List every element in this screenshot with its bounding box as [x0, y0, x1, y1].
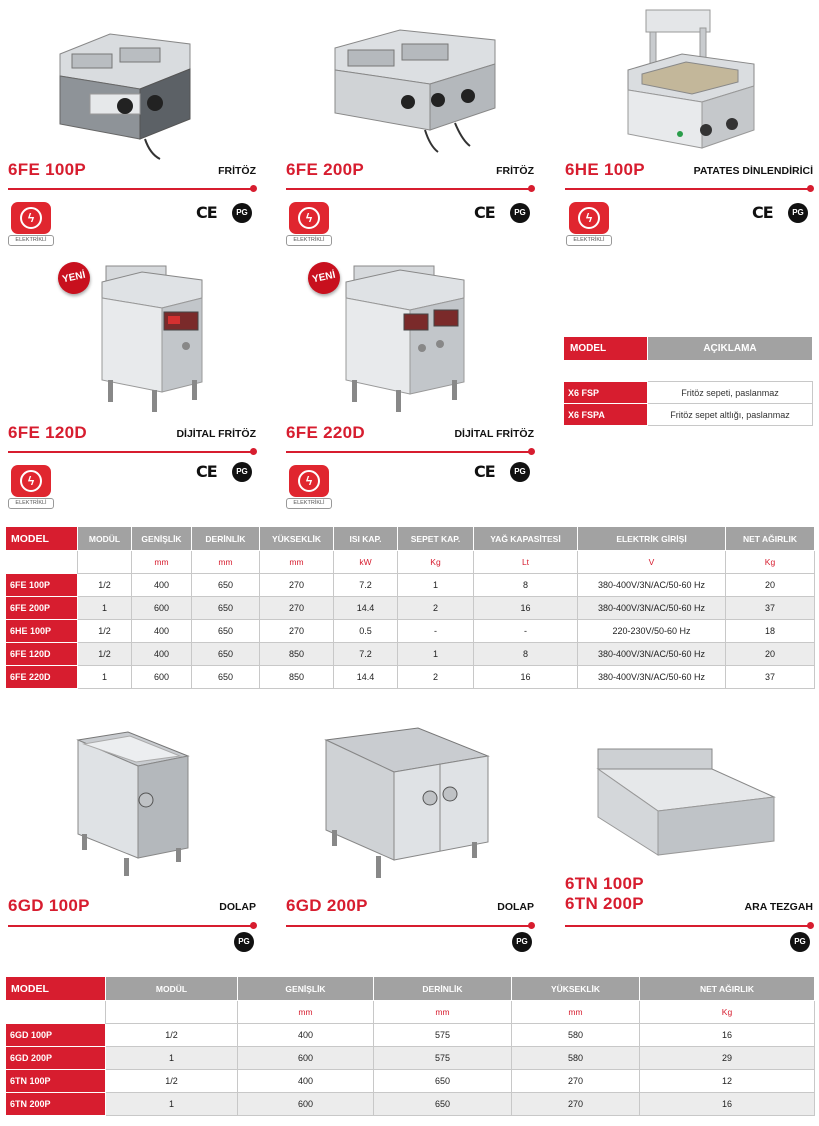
accessory-description: Fritöz sepeti, paslanmaz [648, 382, 813, 404]
gas-certification-icon: PG [510, 462, 530, 482]
accessories-row [564, 382, 813, 404]
bench-6tn-image [592, 745, 778, 865]
electric-badge: ϟ ELEKTRİKLİ [566, 202, 612, 248]
header-module: MODÜL [78, 527, 132, 551]
product-description: FRİTÖZ [218, 165, 256, 177]
accessories-header-description: AÇIKLAMA [648, 337, 813, 361]
electric-badge: ϟ ELEKTRİKLİ [286, 202, 332, 248]
header-heat-capacity: ISI KAP. [334, 527, 398, 551]
table-row: 6HE 100P 1/2 400 650 270 0.5 - - 220-230V/50-60 Hz 18 [6, 620, 815, 643]
product-description: PATATES DİNLENDİRİCİ [693, 165, 813, 177]
gas-certification-icon: PG [232, 203, 252, 223]
lightning-icon: ϟ [20, 207, 42, 229]
product-description: FRİTÖZ [496, 165, 534, 177]
header-module: MODÜL [106, 977, 238, 1001]
chip-scuttle-6he100p-image [622, 6, 762, 158]
product-description: DOLAP [219, 901, 256, 913]
divider-dot [528, 448, 535, 455]
product-description: DOLAP [497, 901, 534, 913]
lightning-icon: ϟ [298, 207, 320, 229]
lightning-icon: ϟ [578, 207, 600, 229]
product-model-line2: 6TN 200P [565, 894, 644, 913]
table-row: 6GD 200P 1 600 575 580 29 [6, 1047, 815, 1070]
ce-mark-icon: CE [474, 203, 495, 222]
header-basket-capacity: SEPET KAP. [398, 527, 474, 551]
ce-mark-icon: CE [752, 203, 773, 222]
ce-mark-icon: CE [474, 462, 495, 481]
header-net-weight: NET AĞIRLIK [640, 977, 815, 1001]
divider-dot [528, 922, 535, 929]
cabinet-spec-table [5, 976, 815, 1116]
product-description: DİJİTAL FRİTÖZ [454, 428, 534, 440]
accessories-header-model: MODEL [564, 337, 648, 361]
product-model: 6FE 100P [8, 160, 87, 179]
gas-certification-icon: PG [790, 932, 810, 952]
header-depth: DERİNLİK [374, 977, 512, 1001]
spec-header-row [6, 527, 815, 551]
header-electric-input: ELEKTRİK GİRİŞİ [578, 527, 726, 551]
gas-certification-icon: PG [232, 462, 252, 482]
divider-dot [528, 185, 535, 192]
divider-dot [807, 922, 814, 929]
spec-unit-row: mm mm mm kW Kg Lt V Kg [6, 551, 815, 574]
product-model-line1: 6TN 100P [565, 874, 644, 893]
divider [565, 925, 813, 927]
divider-dot [250, 922, 257, 929]
gas-certification-icon: PG [788, 203, 808, 223]
lightning-icon: ϟ [20, 470, 42, 492]
cabinet-6gd100p-image [72, 730, 194, 882]
header-width: GENİŞLİK [132, 527, 192, 551]
accessories-spacer-row [564, 361, 813, 382]
product-model: 6HE 100P [565, 160, 645, 179]
table-row: 6FE 200P 1 600 650 270 14.4 2 16 380-400V/3N/AC/50-60 Hz 37 [6, 597, 815, 620]
digital-fryer-6fe220d-image [340, 262, 470, 414]
header-net-weight: NET AĞIRLIK [726, 527, 815, 551]
new-badge: YENİ [305, 259, 343, 297]
electric-badge: ϟ ELEKTRİKLİ [286, 465, 332, 511]
cabinet-6gd200p-image [322, 726, 494, 882]
header-model: MODEL [6, 527, 78, 551]
gas-certification-icon: PG [512, 932, 532, 952]
accessory-model: X6 FSPA [564, 404, 648, 426]
header-height: YÜKSEKLİK [260, 527, 334, 551]
electric-badge: ϟ ELEKTRİKLİ [8, 202, 54, 248]
table-row: 6TN 100P 1/2 400 650 270 12 [6, 1070, 815, 1093]
accessories-header-row [564, 337, 813, 361]
table-row: 6GD 100P 1/2 400 575 580 16 [6, 1024, 815, 1047]
header-model: MODEL [6, 977, 106, 1001]
header-width: GENİŞLİK [238, 977, 374, 1001]
product-model: 6FE 120D [8, 423, 87, 442]
accessory-description: Fritöz sepet altlığı, paslanmaz [648, 404, 813, 426]
fryer-6fe100p-image [50, 14, 198, 164]
divider [286, 925, 534, 927]
divider [286, 188, 534, 190]
header-height: YÜKSEKLİK [512, 977, 640, 1001]
product-description: DİJİTAL FRİTÖZ [176, 428, 256, 440]
table-row: 6FE 120D 1/2 400 650 850 7.2 1 8 380-400V/3N/AC/50-60 Hz 20 [6, 643, 815, 666]
accessories-row [564, 404, 813, 426]
divider-dot [250, 448, 257, 455]
product-description: ARA TEZGAH [744, 901, 813, 913]
header-depth: DERİNLİK [192, 527, 260, 551]
divider [286, 451, 534, 453]
divider [565, 188, 813, 190]
table-row: 6TN 200P 1 600 650 270 16 [6, 1093, 815, 1116]
table-row: 6FE 100P 1/2 400 650 270 7.2 1 8 380-400V/3N/AC/50-60 Hz 20 [6, 574, 815, 597]
digital-fryer-6fe120d-image [92, 262, 212, 414]
divider [8, 451, 256, 453]
divider [8, 925, 256, 927]
product-model: 6FE 220D [286, 423, 365, 442]
divider-dot [250, 185, 257, 192]
gas-certification-icon: PG [234, 932, 254, 952]
product-model: 6FE 200P [286, 160, 365, 179]
table-row: 6FE 220D 1 600 650 850 14.4 2 16 380-400V/3N/AC/50-60 Hz 37 [6, 666, 815, 689]
ce-mark-icon: CE [196, 462, 217, 481]
spec-header-row [6, 977, 815, 1001]
product-model: 6GD 100P [8, 896, 90, 915]
gas-certification-icon: PG [510, 203, 530, 223]
spec-unit-row: mm mm mm Kg [6, 1001, 815, 1024]
divider-dot [807, 185, 814, 192]
lightning-icon: ϟ [298, 470, 320, 492]
accessories-table [563, 336, 813, 426]
accessory-model: X6 FSP [564, 382, 648, 404]
new-badge: YENİ [55, 259, 93, 297]
product-model: 6GD 200P [286, 896, 368, 915]
electric-badge: ϟ ELEKTRİKLİ [8, 465, 54, 511]
divider [8, 188, 256, 190]
ce-mark-icon: CE [196, 203, 217, 222]
header-oil-capacity: YAĞ KAPASİTESİ [474, 527, 578, 551]
fryer-spec-table [5, 526, 815, 689]
fryer-6fe200p-image [330, 18, 502, 158]
